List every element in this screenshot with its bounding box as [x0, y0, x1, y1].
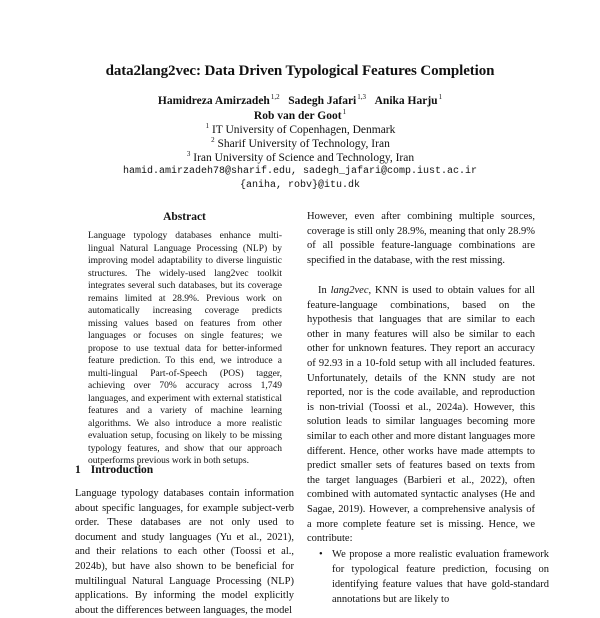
intro-paragraph: Language typology databases contain information about specific languages, for example subject-verb order. These databases are not only used to document and study languages (Yu et al., 2021), and their relations to each other (Toossi et al., 2024b), but have also shown to be beneficial for multilingual Natural Language Processing (NLP) applications. By informing the model explicitly about the differences between languages, the model: [75, 488, 294, 616]
abstract-text: Language typology databases enhance multi-lingual Natural Language Processing (NLP) by improving model adaptability to diverse linguistic structures. The widely-used lang2vec toolkit integrates several such databases, but its coverage remains limited at 28.9%. Previous work on automatically increasing coverage predicts missing values based on features from other languages or focuses on single features; we propose to use textual data for better-informed feature prediction. To this end, we introduce a multi-lingual Part-of-Speech (POS) tagger, achieving over 70% accuracy across 1,749 languages, and experiment with external statistical features and a variety of machine learning algorithms. We also introduce a more realistic evaluation setup, focusing on likely to be missing typology features, and show that our approach outperforms previous work in both setups.: [88, 231, 282, 466]
affiliation-sup: 1: [205, 122, 210, 130]
contribution-bullet: [318, 547, 549, 607]
bullet-icon: •: [319, 549, 323, 560]
affiliation: [0, 122, 600, 136]
affiliation: [0, 150, 600, 164]
author-affil-sup: 1,2: [270, 93, 280, 101]
affiliation-text: Sharif University of Technology, Iran: [217, 138, 390, 150]
paper-title: data2lang2vec: Data Driven Typological Features Completion: [105, 63, 495, 79]
text-run: , KNN is used to obtain values for all feature-language combinations, based on the hypothesis that languages that are similar to each other in many features will also be similar to each other for unknown features. They report an accuracy of 92.93 in a 10-fold setup with all included features. Unfortunately, details of the KNN study are not reported, nor is the code available, and reproduction is non-trivial (Toossi et al., 2024a). However, this solution leads to similar languages becoming more similar to each other and more distant languages more different. Hence, other works have made attempts to predict smaller sets of features based on texts from the target languages (Barbieri et al., 2022), often combined with automated syntactic analyses (He and Sagae, 2019). However, a comprehensive analysis of a more complete feature set is missing. Hence, we contribute:: [307, 285, 535, 545]
affiliation: [0, 136, 600, 150]
bullet-text: We propose a more realistic evaluation framework for typological feature prediction, focusing on identifying feature values that have gold-standard annotations but are likely to: [332, 549, 549, 605]
toolkit-name: lang2vec: [330, 285, 369, 296]
author-affil-sup: 1,3: [357, 93, 366, 101]
author-line-2: [0, 108, 600, 122]
author-name: Anika Harju: [374, 95, 438, 107]
abstract-heading: Abstract: [163, 211, 206, 223]
author-affil-sup: 1: [342, 108, 347, 116]
affiliation-sup: 2: [211, 136, 215, 144]
author-name: Sadegh Jafari: [288, 95, 357, 107]
author-name: Hamidreza Amirzadeh: [157, 95, 270, 107]
author-name: Rob van der Goot: [253, 110, 342, 122]
body-paragraph: [307, 284, 535, 547]
text-run: In: [318, 285, 331, 296]
section-heading: [75, 464, 153, 476]
email-line[interactable]: {aniha, robv}@itu.dk: [239, 180, 361, 191]
affiliation-text: IT University of Copenhagen, Denmark: [211, 124, 396, 136]
author-affil-sup: 1: [438, 93, 443, 101]
affiliation-sup: 3: [186, 150, 191, 158]
section-title: Introduction: [90, 464, 154, 476]
author-line-1: [0, 93, 600, 107]
body-paragraph: However, even after combining multiple sources, coverage is still only 28.9%, meaning that only 28.9% of all possible feature-language combinations are specified in the database, with the rest missing.: [307, 211, 535, 266]
email-line[interactable]: hamid.amirzadeh78@sharif.edu, sadegh_jafari@comp.iust.ac.ir: [122, 166, 478, 177]
section-number: 1: [75, 464, 81, 476]
affiliation-text: Iran University of Science and Technology, Iran: [193, 152, 415, 164]
